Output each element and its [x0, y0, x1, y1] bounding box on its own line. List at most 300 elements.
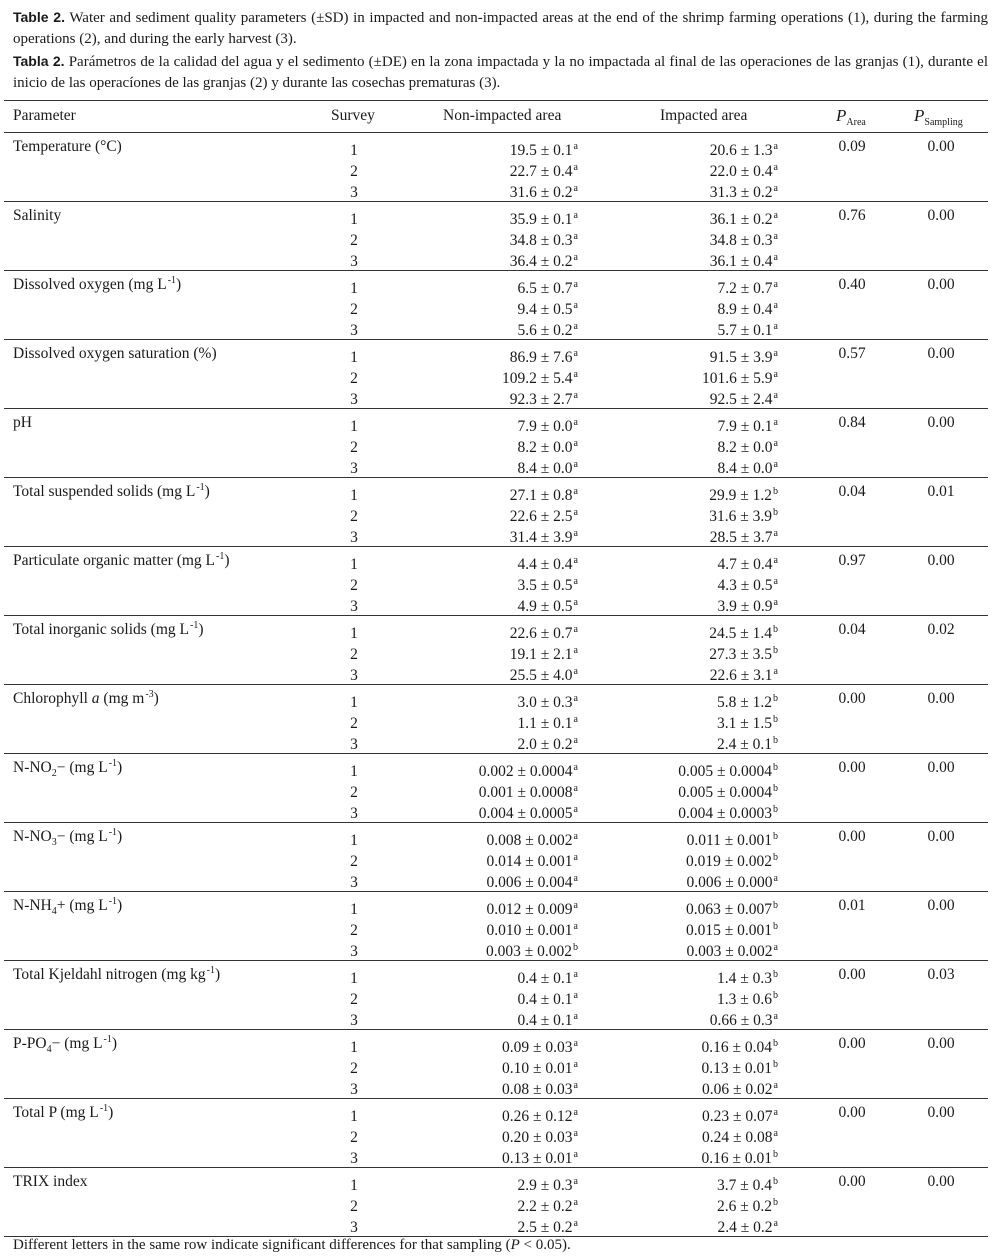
- impacted-letter: a: [773, 1127, 778, 1139]
- impacted-letter: a: [773, 210, 778, 221]
- impacted-value: [600, 300, 778, 322]
- parameter-label: Total suspended solids (mg L: [13, 483, 196, 500]
- non-impacted-mean-sd: 0.08 ± 0.03: [502, 1080, 573, 1098]
- header-parameter: Parameter: [13, 107, 76, 124]
- non-impacted-mean-sd: 4.4 ± 0.4: [517, 556, 573, 573]
- parameter-name: [13, 1103, 113, 1125]
- survey-number: 2: [350, 162, 358, 180]
- non-impacted-mean-sd: 3.0 ± 0.3: [517, 694, 573, 711]
- non-impacted-mean-sd: 0.4 ± 0.1: [517, 1011, 573, 1029]
- survey-number: 3: [350, 183, 358, 201]
- parameter-close: ): [198, 621, 204, 638]
- impacted-mean-sd: 2.4 ± 0.1: [716, 735, 772, 753]
- survey-number: 1: [350, 970, 358, 987]
- parameter-unit: (mg m: [99, 690, 145, 707]
- parameter-label: Particulate organic matter (mg L: [13, 552, 215, 569]
- impacted-mean-sd: 5.8 ± 1.2: [716, 694, 772, 711]
- parameter-label: Dissolved oxygen saturation (%): [13, 345, 217, 362]
- impacted-value: [600, 762, 778, 784]
- non-impacted-mean-sd: 7.9 ± 0.0: [517, 418, 573, 435]
- parameter-superscript: -1: [190, 620, 199, 631]
- p-sampling-value: 0.02: [927, 621, 955, 638]
- p-area-value: 0.00: [838, 828, 866, 845]
- impacted-letter: b: [773, 762, 778, 773]
- non-impacted-letter: a: [573, 762, 578, 773]
- non-impacted-value: [400, 348, 578, 370]
- parameter-name: [13, 758, 122, 780]
- non-impacted-mean-sd: 2.9 ± 0.3: [517, 1177, 573, 1194]
- non-impacted-letter: a: [573, 368, 578, 380]
- impacted-letter: a: [773, 251, 778, 263]
- parameter-label: Total P (mg L: [13, 1104, 99, 1121]
- parameter-superscript: -1: [99, 1103, 109, 1114]
- impacted-mean-sd: 4.7 ± 0.4: [717, 556, 773, 573]
- p-sampling-value: 0.01: [927, 483, 955, 500]
- non-impacted-letter: a: [573, 161, 578, 173]
- row-divider: [4, 408, 988, 409]
- non-impacted-value: [400, 162, 578, 184]
- non-impacted-value: [400, 576, 578, 598]
- impacted-letter: b: [773, 969, 778, 980]
- non-impacted-value: [400, 714, 578, 736]
- p-sampling-value: 0.00: [927, 759, 955, 776]
- non-impacted-mean-sd: 19.5 ± 0.1: [509, 142, 573, 159]
- impacted-mean-sd: 1.4 ± 0.3: [716, 970, 772, 987]
- p-area-value: 0.84: [838, 414, 866, 431]
- non-impacted-letter: a: [573, 1107, 578, 1118]
- impacted-value: [600, 348, 778, 370]
- parameter-name: [13, 551, 230, 573]
- non-impacted-mean-sd: 0.012 ± 0.009: [486, 901, 573, 918]
- parameter-label: N-NH: [13, 897, 52, 914]
- impacted-mean-sd: 0.006 ± 0.000: [686, 873, 773, 891]
- non-impacted-value: [400, 783, 578, 805]
- parameter-name: [13, 137, 122, 157]
- row-divider: [4, 684, 988, 685]
- impacted-letter: b: [773, 1038, 778, 1049]
- impacted-letter: b: [773, 831, 778, 842]
- survey-number: 2: [350, 231, 358, 249]
- non-impacted-mean-sd: 6.5 ± 0.7: [517, 280, 573, 297]
- survey-number: 2: [350, 852, 358, 870]
- footnote-after: < 0.05).: [519, 1237, 571, 1253]
- impacted-value: [600, 693, 778, 715]
- impacted-mean-sd: 36.1 ± 0.2: [709, 211, 773, 228]
- impacted-value: [600, 231, 778, 253]
- table-top-rule: [4, 100, 988, 101]
- footnote-p: P: [510, 1237, 520, 1253]
- non-impacted-mean-sd: 0.014 ± 0.001: [486, 852, 573, 870]
- non-impacted-mean-sd: 0.4 ± 0.1: [517, 970, 573, 987]
- p-area-value: 0.00: [838, 759, 866, 776]
- footnote: [13, 1235, 571, 1255]
- impacted-mean-sd: 7.2 ± 0.7: [717, 280, 773, 297]
- impacted-mean-sd: 22.6 ± 3.1: [709, 666, 773, 684]
- survey-number: 2: [350, 714, 358, 732]
- impacted-value: [600, 438, 778, 460]
- impacted-value: [600, 852, 778, 874]
- impacted-value: [600, 900, 778, 922]
- impacted-value: [600, 555, 778, 577]
- survey-number: 2: [350, 507, 358, 525]
- parameter-label: Salinity: [13, 207, 62, 224]
- impacted-letter: a: [773, 368, 778, 380]
- parameter-italic: a: [91, 690, 100, 707]
- impacted-value: [600, 1059, 778, 1081]
- impacted-mean-sd: 1.3 ± 0.6: [716, 990, 772, 1008]
- impacted-value: [600, 969, 778, 991]
- p-area-value: 0.76: [838, 207, 866, 224]
- non-impacted-letter: a: [573, 210, 578, 221]
- p-area-value: 0.04: [838, 483, 866, 500]
- survey-number: 3: [350, 1218, 358, 1236]
- impacted-value: [600, 369, 778, 391]
- non-impacted-value: [400, 369, 578, 391]
- impacted-mean-sd: 101.6 ± 5.9: [702, 369, 773, 387]
- impacted-value: [600, 507, 778, 529]
- impacted-value: [600, 1107, 778, 1129]
- impacted-value: [600, 645, 778, 667]
- impacted-value: [600, 279, 778, 301]
- impacted-mean-sd: 20.6 ± 1.3: [709, 142, 773, 159]
- survey-number: 1: [350, 694, 358, 711]
- caption-spanish-label: Tabla 2.: [13, 53, 65, 69]
- p-sampling-value: 0.00: [927, 207, 955, 224]
- survey-number: 3: [350, 1149, 358, 1167]
- header-impacted: Impacted area: [660, 107, 748, 124]
- parameter-close: ): [117, 897, 123, 914]
- survey-number: 2: [350, 1128, 358, 1146]
- impacted-value: [600, 990, 778, 1012]
- non-impacted-letter: a: [573, 1196, 578, 1208]
- non-impacted-mean-sd: 22.7 ± 0.4: [509, 162, 573, 180]
- non-impacted-mean-sd: 0.010 ± 0.001: [486, 921, 573, 939]
- non-impacted-mean-sd: 2.5 ± 0.2: [517, 1218, 573, 1236]
- impacted-value: [600, 417, 778, 439]
- p-area-value: 0.00: [838, 1173, 866, 1190]
- p-area-value: 0.00: [838, 690, 866, 707]
- impacted-letter: a: [773, 1010, 778, 1022]
- p-area-value: 0.01: [838, 897, 866, 914]
- row-divider: [4, 339, 988, 340]
- impacted-mean-sd: 0.16 ± 0.04: [701, 1039, 772, 1056]
- non-impacted-value: [400, 438, 578, 460]
- impacted-letter: b: [773, 486, 778, 497]
- non-impacted-mean-sd: 0.004 ± 0.0005: [478, 804, 573, 822]
- impacted-value: [600, 576, 778, 598]
- row-divider: [4, 546, 988, 547]
- non-impacted-mean-sd: 3.5 ± 0.5: [517, 576, 573, 594]
- non-impacted-letter: a: [573, 665, 578, 677]
- survey-number: 2: [350, 576, 358, 594]
- row-divider: [4, 1098, 988, 1099]
- non-impacted-letter: a: [573, 1127, 578, 1139]
- parameter-label: Total inorganic solids (mg L: [13, 621, 189, 638]
- non-impacted-mean-sd: 0.26 ± 0.12: [502, 1108, 573, 1125]
- non-impacted-mean-sd: 0.20 ± 0.03: [502, 1128, 573, 1146]
- non-impacted-value: [400, 645, 578, 667]
- survey-number: 3: [350, 666, 358, 684]
- non-impacted-value: [400, 831, 578, 853]
- header-p-area: [836, 106, 866, 129]
- survey-number: 1: [350, 1177, 358, 1194]
- impacted-letter: a: [773, 389, 778, 401]
- impacted-letter: b: [773, 624, 778, 635]
- impacted-value: [600, 1128, 778, 1150]
- impacted-letter: a: [773, 1079, 778, 1091]
- caption-spanish-text: Parámetros de la calidad del agua y el sedimento (±DE) en la zona impactada y la no impactada al final de las operaciones de las granjas (1), durante el inicio de las operacíones de las granjas (2) y durante las cosechas prematuras (3).: [13, 54, 989, 91]
- impacted-letter: b: [773, 506, 778, 518]
- non-impacted-letter: a: [573, 1058, 578, 1070]
- impacted-mean-sd: 3.9 ± 0.9: [717, 597, 773, 615]
- p-sampling-value: 0.00: [927, 345, 955, 362]
- non-impacted-value: [400, 624, 578, 646]
- non-impacted-letter: a: [573, 1038, 578, 1049]
- parameter-superscript: -1: [108, 827, 118, 838]
- impacted-value: [600, 1197, 778, 1219]
- non-impacted-value: [400, 417, 578, 439]
- non-impacted-mean-sd: 22.6 ± 0.7: [509, 625, 573, 642]
- impacted-mean-sd: 0.13 ± 0.01: [701, 1059, 772, 1077]
- non-impacted-mean-sd: 9.4 ± 0.5: [517, 300, 573, 318]
- non-impacted-value: [400, 141, 578, 163]
- survey-number: 3: [350, 873, 358, 891]
- non-impacted-mean-sd: 2.0 ± 0.2: [517, 735, 573, 753]
- survey-number: 1: [350, 418, 358, 435]
- parameter-close: ): [176, 276, 182, 293]
- impacted-value: [600, 486, 778, 508]
- impacted-mean-sd: 0.003 ± 0.002: [686, 942, 773, 960]
- non-impacted-value: [400, 486, 578, 508]
- non-impacted-letter: a: [573, 782, 578, 794]
- parameter-close: ): [117, 828, 123, 845]
- non-impacted-letter: a: [573, 279, 578, 290]
- header-survey: Survey: [331, 107, 375, 124]
- parameter-close: ): [108, 1104, 114, 1121]
- survey-number: 1: [350, 901, 358, 918]
- p-sampling-value: 0.00: [927, 276, 955, 293]
- survey-number: 2: [350, 369, 358, 387]
- impacted-letter: a: [773, 437, 778, 449]
- impacted-letter: b: [773, 782, 778, 794]
- caption-spanish: [13, 51, 988, 94]
- non-impacted-mean-sd: 27.1 ± 0.8: [509, 487, 573, 504]
- non-impacted-value: [400, 279, 578, 301]
- p-sampling-value: 0.03: [927, 966, 955, 983]
- survey-number: 1: [350, 832, 358, 849]
- parameter-label: TRIX index: [13, 1173, 88, 1190]
- impacted-letter: a: [773, 596, 778, 608]
- impacted-value: [600, 1176, 778, 1198]
- p-sampling-value: 0.00: [927, 1035, 955, 1052]
- parameter-superscript: -1: [108, 896, 118, 907]
- non-impacted-mean-sd: 0.001 ± 0.0008: [478, 783, 573, 801]
- impacted-mean-sd: 0.063 ± 0.007: [685, 901, 772, 918]
- parameter-name: [13, 344, 217, 364]
- impacted-value: [600, 783, 778, 805]
- impacted-mean-sd: 0.66 ± 0.3: [709, 1011, 773, 1029]
- non-impacted-value: [400, 990, 578, 1012]
- p-area-value: 0.57: [838, 345, 866, 362]
- row-divider: [4, 201, 988, 202]
- impacted-letter: a: [773, 941, 778, 953]
- non-impacted-letter: a: [573, 872, 578, 884]
- impacted-mean-sd: 5.7 ± 0.1: [717, 321, 773, 339]
- header-non-impacted: Non-impacted area: [443, 107, 562, 124]
- parameter-name: [13, 689, 159, 711]
- non-impacted-letter: a: [573, 230, 578, 242]
- non-impacted-letter: b: [573, 941, 578, 953]
- parameter-subscript: 4: [46, 1044, 52, 1055]
- impacted-letter: b: [773, 1176, 778, 1187]
- header-bottom-rule: [4, 132, 988, 133]
- non-impacted-letter: a: [573, 506, 578, 518]
- row-divider: [4, 477, 988, 478]
- survey-number: 2: [350, 1197, 358, 1215]
- parameter-close: ): [153, 690, 159, 707]
- impacted-letter: b: [773, 644, 778, 656]
- parameter-unit: − (mg L: [56, 759, 108, 776]
- non-impacted-value: [400, 1059, 578, 1081]
- non-impacted-letter: a: [573, 1079, 578, 1091]
- non-impacted-value: [400, 900, 578, 922]
- impacted-letter: b: [773, 989, 778, 1001]
- survey-number: 2: [350, 300, 358, 318]
- survey-number: 1: [350, 280, 358, 297]
- impacted-letter: a: [773, 141, 778, 152]
- p-sampling-value: 0.00: [927, 414, 955, 431]
- parameter-label: Dissolved oxygen (mg L: [13, 276, 167, 293]
- non-impacted-letter: a: [573, 920, 578, 932]
- non-impacted-mean-sd: 35.9 ± 0.1: [509, 211, 573, 228]
- non-impacted-letter: a: [573, 969, 578, 980]
- parameter-label: Temperature (°C): [13, 138, 122, 155]
- impacted-mean-sd: 31.6 ± 3.9: [709, 507, 772, 525]
- survey-number: 1: [350, 763, 358, 780]
- impacted-mean-sd: 28.5 ± 3.7: [709, 528, 773, 546]
- impacted-letter: b: [773, 851, 778, 863]
- non-impacted-letter: a: [573, 527, 578, 539]
- non-impacted-mean-sd: 36.4 ± 0.2: [509, 252, 573, 270]
- parameter-label: pH: [13, 414, 32, 431]
- non-impacted-mean-sd: 4.9 ± 0.5: [517, 597, 573, 615]
- row-divider: [4, 615, 988, 616]
- parameter-label: N-NO: [13, 759, 52, 776]
- parameter-close: ): [204, 483, 210, 500]
- impacted-letter: a: [773, 1217, 778, 1229]
- p-area-value: 0.04: [838, 621, 866, 638]
- parameter-subscript: 2: [51, 768, 57, 779]
- row-divider: [4, 270, 988, 271]
- survey-number: 1: [350, 1108, 358, 1125]
- impacted-letter: a: [773, 182, 778, 194]
- parameter-superscript: -1: [216, 551, 225, 562]
- non-impacted-letter: a: [573, 486, 578, 497]
- non-impacted-letter: a: [573, 803, 578, 815]
- header-p-sampling-main: P: [914, 106, 925, 125]
- non-impacted-value: [400, 1128, 578, 1150]
- parameter-superscript: -3: [145, 689, 154, 700]
- p-area-value: 0.00: [838, 1035, 866, 1052]
- non-impacted-letter: a: [573, 851, 578, 863]
- parameter-name: [13, 827, 122, 849]
- impacted-letter: b: [773, 1148, 778, 1160]
- non-impacted-letter: a: [573, 644, 578, 656]
- non-impacted-mean-sd: 0.09 ± 0.03: [502, 1039, 573, 1056]
- parameter-name: [13, 413, 32, 433]
- non-impacted-value: [400, 1176, 578, 1198]
- non-impacted-letter: a: [573, 389, 578, 401]
- impacted-mean-sd: 2.6 ± 0.2: [716, 1197, 772, 1215]
- header-p-sampling-sub: Sampling: [924, 117, 963, 128]
- impacted-mean-sd: 34.8 ± 0.3: [709, 231, 773, 249]
- impacted-mean-sd: 91.5 ± 3.9: [709, 349, 773, 366]
- survey-number: 3: [350, 804, 358, 822]
- impacted-mean-sd: 92.5 ± 2.4: [709, 390, 773, 408]
- non-impacted-letter: a: [573, 575, 578, 587]
- parameter-close: ): [214, 966, 221, 983]
- impacted-letter: a: [773, 348, 778, 359]
- caption-english: [13, 7, 988, 50]
- non-impacted-mean-sd: 8.2 ± 0.0: [517, 438, 573, 456]
- non-impacted-mean-sd: 31.6 ± 0.2: [509, 183, 573, 201]
- parameter-name: [13, 1172, 87, 1192]
- header-p-area-main: P: [836, 106, 847, 125]
- impacted-letter: b: [773, 803, 778, 815]
- non-impacted-mean-sd: 31.4 ± 3.9: [509, 528, 573, 546]
- impacted-mean-sd: 31.3 ± 0.2: [709, 183, 773, 201]
- p-sampling-value: 0.00: [927, 552, 955, 569]
- impacted-letter: b: [773, 713, 778, 725]
- impacted-mean-sd: 0.005 ± 0.0004: [678, 763, 772, 780]
- parameter-subscript: 3: [51, 837, 57, 848]
- impacted-letter: b: [773, 900, 778, 911]
- impacted-value: [600, 210, 778, 232]
- survey-number: 1: [350, 625, 358, 642]
- survey-number: 2: [350, 990, 358, 1008]
- parameter-superscript: -1: [108, 758, 118, 769]
- non-impacted-value: [400, 969, 578, 991]
- parameter-close: ): [111, 1035, 118, 1052]
- row-divider: [4, 822, 988, 823]
- non-impacted-mean-sd: 22.6 ± 2.5: [509, 507, 573, 525]
- non-impacted-letter: a: [573, 989, 578, 1001]
- impacted-letter: a: [773, 458, 778, 470]
- parameter-name: [13, 896, 122, 918]
- non-impacted-value: [400, 1197, 578, 1219]
- impacted-letter: b: [773, 1058, 778, 1070]
- impacted-letter: a: [773, 279, 778, 290]
- survey-number: 1: [350, 556, 358, 573]
- impacted-mean-sd: 27.3 ± 3.5: [709, 645, 772, 663]
- p-area-value: 0.09: [838, 138, 866, 155]
- p-sampling-value: 0.00: [927, 828, 955, 845]
- parameter-name: [13, 275, 181, 297]
- p-area-value: 0.40: [838, 276, 866, 293]
- non-impacted-letter: a: [573, 141, 578, 152]
- survey-number: 3: [350, 942, 358, 960]
- impacted-mean-sd: 3.1 ± 1.5: [716, 714, 772, 732]
- impacted-mean-sd: 3.7 ± 0.4: [716, 1177, 772, 1194]
- non-impacted-value: [400, 231, 578, 253]
- parameter-name: [13, 206, 61, 226]
- impacted-value: [600, 162, 778, 184]
- non-impacted-letter: a: [573, 1217, 578, 1229]
- impacted-letter: a: [773, 872, 778, 884]
- non-impacted-value: [400, 1038, 578, 1060]
- impacted-mean-sd: 29.9 ± 1.2: [709, 487, 772, 504]
- non-impacted-mean-sd: 0.002 ± 0.0004: [478, 763, 573, 780]
